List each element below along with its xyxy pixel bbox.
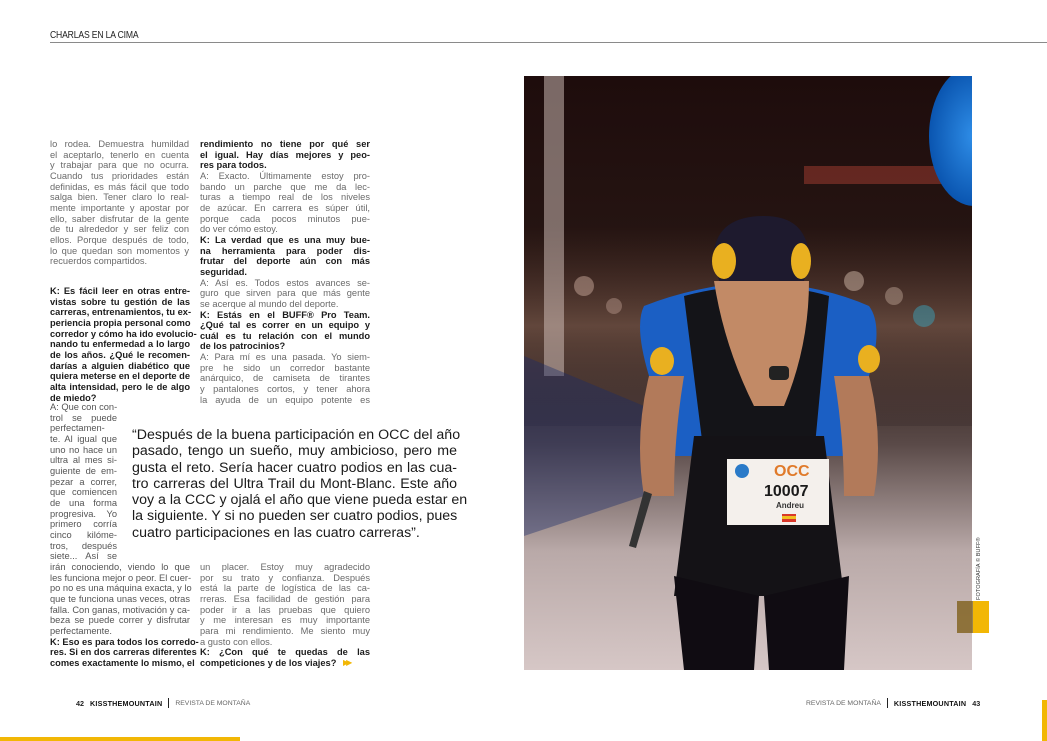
- text-line: A: Para mí es una pasada. Yo siem-: [200, 352, 370, 363]
- text-line: lo rodea. Demuestra humildad: [50, 139, 189, 149]
- text-line: de los años. ¿Qué le recomen-: [50, 349, 190, 360]
- text-line: competiciones y de los viajes?: [200, 657, 337, 668]
- text-line: anárquico, de camiseta de tirantes: [200, 373, 370, 384]
- text-line: falla. Con ganas, motivación y ca-: [50, 604, 190, 615]
- text-line: A: Así es. Todos estos avances se-: [200, 277, 370, 288]
- column1-question: [50, 286, 197, 403]
- text-line: A: Que con con-: [50, 402, 118, 412]
- text-line: lo que quedan son momentos y: [50, 245, 189, 256]
- text-line: cinco kilóme-: [50, 529, 117, 540]
- text-line: y me interesan es muy importante: [200, 615, 370, 626]
- column1-answer-narrow: [50, 402, 117, 562]
- accent-bar-bottom: [0, 737, 240, 741]
- text-line: un placer. Estoy muy agradecido: [200, 562, 370, 572]
- text-line: K: Es fácil leer en otras entre-: [50, 286, 190, 296]
- text-line: seguridad.: [200, 266, 248, 277]
- text-line: quiera meterse en el deporte de: [50, 371, 191, 382]
- text-line: ultra al mes si-: [50, 455, 117, 466]
- photo-credit-accent-shadow: [957, 601, 973, 633]
- text-line: alta intensidad, pero le de algo: [50, 381, 190, 392]
- text-line: do ver cómo estoy.: [200, 224, 278, 235]
- text-line: de azúcar. En carrera es súper útil,: [200, 202, 370, 213]
- question-3: [200, 310, 370, 353]
- text-line: ellos. Porque después de todo,: [50, 234, 189, 245]
- text-line: la siguiente. Y si no pueden ser cuatro podios, pues: [132, 508, 458, 525]
- text-line: frutar del deporte aún con más: [200, 256, 370, 267]
- runner-photo: [524, 76, 972, 670]
- text-line: K: La verdad que es una muy bue-: [200, 234, 370, 245]
- text-line: progresiva. Yo: [50, 508, 117, 519]
- footer-separator: [887, 698, 888, 708]
- text-line: A: Exacto. Últimamente estoy pro-: [200, 170, 370, 181]
- text-line: turas a tiempo real de los niveles: [200, 192, 370, 203]
- text-line: corredor y cómo ha ido evolucio-: [50, 328, 197, 339]
- text-line: darías a alguien diabético que: [50, 360, 190, 371]
- text-line: nando tu enfermedad a lo largo: [50, 339, 190, 350]
- text-line: a gusto con ellos.: [200, 636, 273, 647]
- answer-3-continued: [200, 562, 370, 647]
- text-line: de tu alrededor y ser feliz con: [50, 224, 189, 235]
- bib-name: Andreu: [776, 501, 804, 510]
- text-line: res para todos.: [200, 160, 267, 171]
- text-line: salga bien. Tener claro lo real-: [50, 192, 189, 203]
- text-line: tros, después: [50, 540, 117, 551]
- accent-bar-right: [1042, 700, 1047, 741]
- text-line: rreras. Esa facilidad de gestión para: [200, 593, 370, 604]
- column1-block-a: [50, 139, 189, 267]
- text-line: tro carreras del Ultra Trail du Mont-Blanc. Este año: [132, 475, 457, 492]
- text-line: res. Si en dos carreras diferentes: [50, 647, 197, 658]
- text-line: comes exactamente lo mismo, el: [50, 657, 195, 668]
- text-line: para mi rendimiento. Me siento muy: [200, 625, 370, 636]
- text-line: que comiencen: [50, 487, 117, 498]
- text-line: K: ¿Con qué te quedas de las: [200, 647, 370, 658]
- answer-2: [200, 278, 370, 310]
- footer-left: [70, 698, 250, 708]
- page-number-right: 43: [972, 698, 981, 708]
- text-line: trol se puede: [50, 412, 117, 423]
- text-line: “Después de la buena participación en OCC del año: [132, 427, 461, 443]
- text-line: K: Estás en el BUFF® Pro Team.: [200, 309, 370, 320]
- bib-race: OCC: [774, 463, 810, 480]
- text-line: guro que sirven para que más gente: [200, 288, 370, 299]
- text-line: de miedo?: [50, 392, 97, 403]
- magazine-left: REVISTA DE MONTAÑA: [175, 699, 251, 707]
- text-line: ello, saber disfrutar de la gente: [50, 213, 189, 224]
- text-line: que te funciona unas veces, otras: [50, 593, 190, 604]
- text-line: pre he sido un corredor bastante: [200, 362, 370, 373]
- text-line: por su trato y confianza. Después: [200, 572, 370, 583]
- section-title: CHARLAS EN LA CIMA: [50, 29, 139, 41]
- footer-separator: [168, 698, 169, 708]
- text-line: pasado, tengo un sueño, muy ambicioso, pero me: [132, 443, 457, 460]
- text-line: ¿Qué tal es correr en un equipo y: [200, 320, 370, 331]
- text-line: definidas, es más fácil que todo: [50, 181, 189, 192]
- text-line: te. Al igual que: [50, 433, 117, 444]
- question-2: [200, 235, 370, 278]
- header-rule: [50, 42, 1047, 43]
- text-line: gusta el reto. Sería hacer cuatro podios en las cua-: [132, 459, 457, 476]
- text-line: primero corría: [50, 519, 117, 530]
- text-line: K: Eso es para todos los corredo-: [50, 636, 199, 647]
- magazine-right: REVISTA DE MONTAÑA: [806, 699, 881, 707]
- text-line: pezar a correr,: [50, 476, 117, 487]
- column1-block-d: [50, 562, 199, 669]
- text-line: de los patrocinios?: [200, 341, 286, 352]
- text-line: bando un parche que me da lec-: [200, 181, 370, 192]
- text-line: poder ir a las pruebas que quiero: [200, 604, 370, 615]
- brand-left: KISSTHEMOUNTAIN: [90, 698, 163, 708]
- text-line: rendimiento no tiene por qué ser: [200, 139, 370, 149]
- text-line: el aceptarlo, tenerlo en cuenta: [50, 149, 189, 160]
- text-line: y pantalones cortos, y tener ahora: [200, 384, 370, 395]
- question-1-cont: [200, 139, 370, 171]
- text-line: siete... Así se: [50, 551, 117, 562]
- text-line: uno no hace un: [50, 444, 117, 455]
- text-line: mente importante y apostar por: [50, 202, 189, 213]
- column1-answer: [50, 562, 190, 637]
- column2-top: [200, 139, 370, 405]
- text-line: les funciona mejor o peor. El cuer-: [50, 572, 192, 583]
- text-line: cuál es tu relación con el mundo: [200, 330, 370, 341]
- text-line: la ayuda de un equipo potente es: [200, 394, 370, 405]
- text-line: Cuando tus prioridades están: [50, 170, 189, 181]
- answer-1: [200, 171, 370, 235]
- page-number-left: 42: [76, 698, 84, 708]
- text-line: carreras, entrenamientos, tu ex-: [50, 307, 192, 318]
- column1-question-2: [50, 636, 199, 669]
- text-line: de una forma: [50, 497, 117, 508]
- text-line: cuatro participaciones en las cuatro carreras”.: [132, 524, 420, 541]
- footer-right: [806, 698, 986, 708]
- text-line: periencia propia personal como: [50, 317, 191, 328]
- bib-number: 10007: [764, 483, 809, 500]
- text-line: na herramienta para poder dis-: [200, 245, 370, 256]
- text-line: está la parte de logística de las ca-: [200, 583, 370, 594]
- pull-quote: [132, 427, 468, 541]
- text-line: perfectamen-: [50, 423, 105, 434]
- photo-credit-accent: [973, 601, 989, 633]
- text-line: irán conociendo, viendo lo que: [50, 562, 190, 572]
- text-line: porque cada pocos minutos pue-: [200, 213, 370, 224]
- text-line: voy a la CCC y ojalá el año que viene pueda estar en: [132, 492, 468, 509]
- brand-right: KISSTHEMOUNTAIN: [893, 698, 967, 708]
- text-line: perfectamente.: [50, 625, 113, 636]
- text-line: guiente de em-: [50, 465, 117, 476]
- text-line: vistas sobre tu gestión de las: [50, 296, 190, 307]
- answer-3: [200, 352, 370, 405]
- text-line: po no es una máquina exacta, y lo: [50, 583, 192, 594]
- text-line: beza se puede correr y disfrutar: [50, 615, 190, 626]
- text-line: se acerque al mundo del deporte.: [200, 298, 339, 309]
- text-line: el igual. Hay días mejores y peo-: [200, 149, 370, 160]
- fast-forward-icon: ▶▶: [343, 658, 350, 667]
- column2-bottom: [200, 562, 370, 669]
- text-line: recuerdos compartidos.: [50, 256, 148, 267]
- photo-credit: FOTOGRAFÍA © BUFF®: [976, 537, 982, 600]
- text-line: y trabajar para que no ocurra.: [50, 160, 189, 171]
